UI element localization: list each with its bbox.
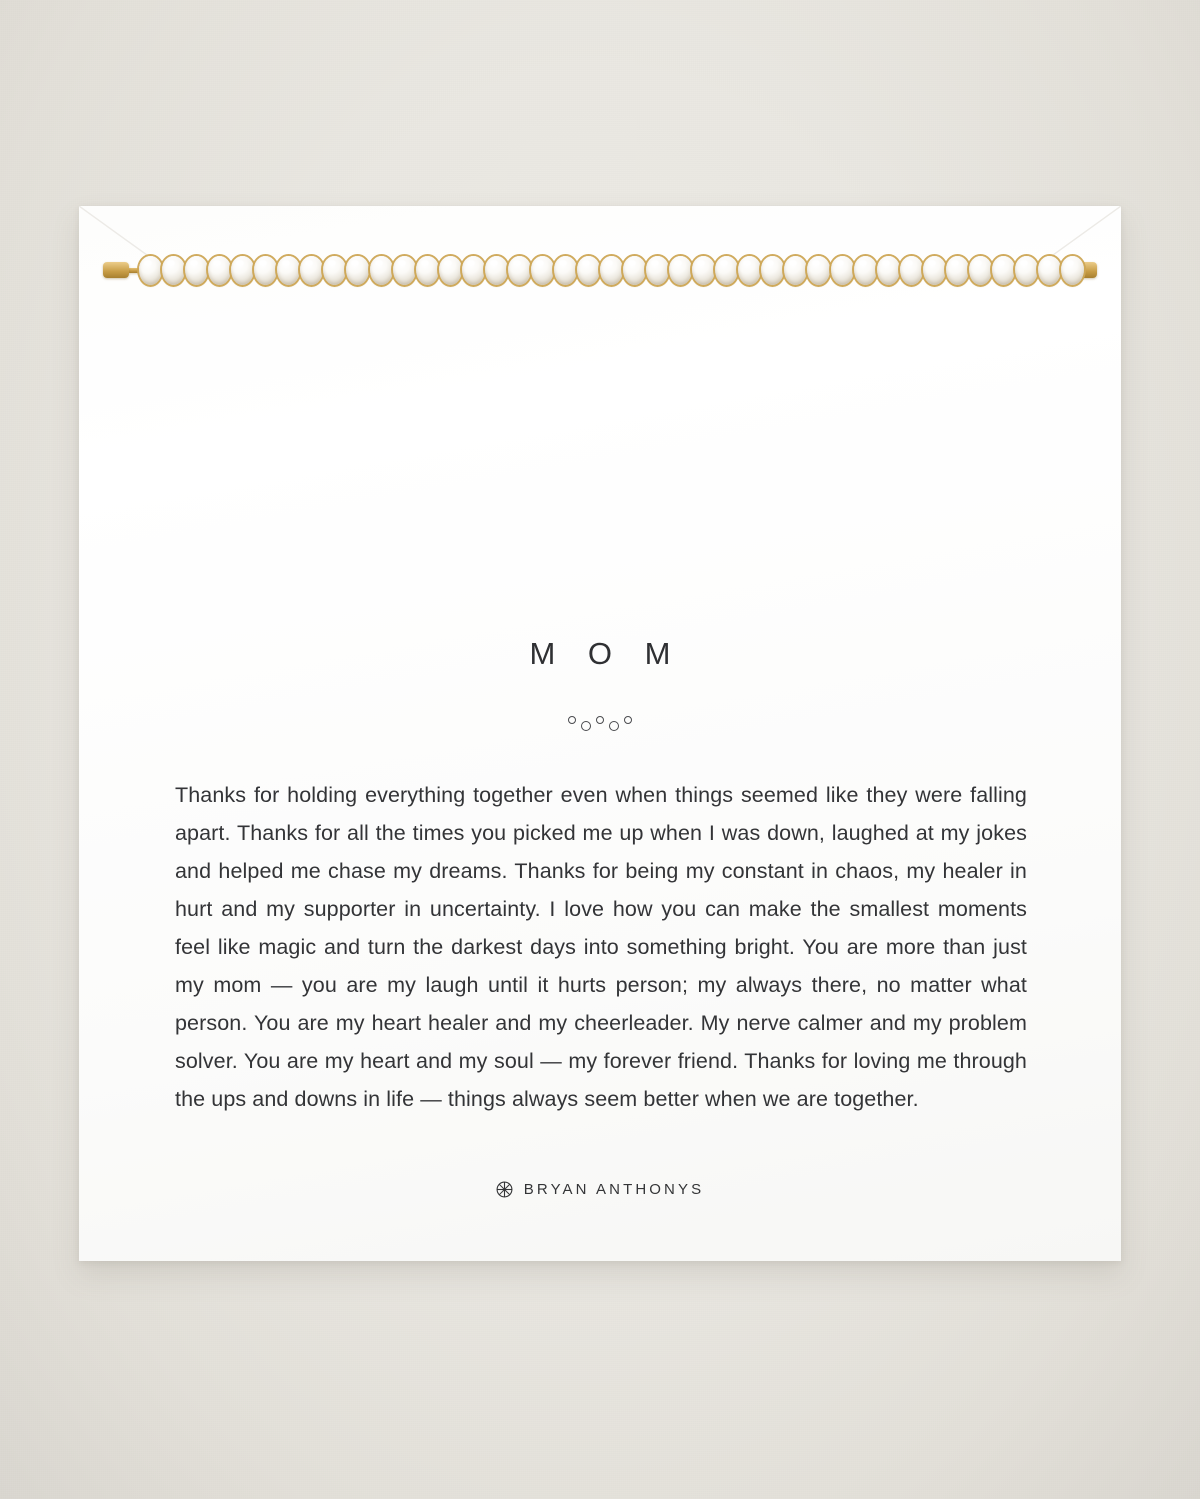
greeting-card xyxy=(79,206,1121,1261)
card-message: Thanks for holding everything together even when things seemed like they were falling apart. Thanks for all the times you picked me up when I was down, laughed at my jokes and helped me chase my dreams. Thanks for being my constant in chaos, my healer in hurt and my supporter in uncertainty. I love how you can make the smallest moments feel like magic and turn the darkest days into something bright. You are more than just my mom — you are my laugh until it hurts person; my always there, no matter what person. You are my heart healer and my cheerleader. My nerve calmer and my problem solver. You are my heart and my soul — my forever friend. Thanks for loving me through the ups and downs in life — things always seem better when we are together. xyxy=(175,783,1027,1111)
brand-name: BRYAN ANTHONYS xyxy=(523,1181,705,1198)
page-title: M O M xyxy=(529,636,683,671)
brand-signature xyxy=(79,1181,1121,1198)
five-dots-ornament-icon xyxy=(79,711,1121,733)
bryan-anthonys-circle-logo-icon xyxy=(496,1181,513,1198)
